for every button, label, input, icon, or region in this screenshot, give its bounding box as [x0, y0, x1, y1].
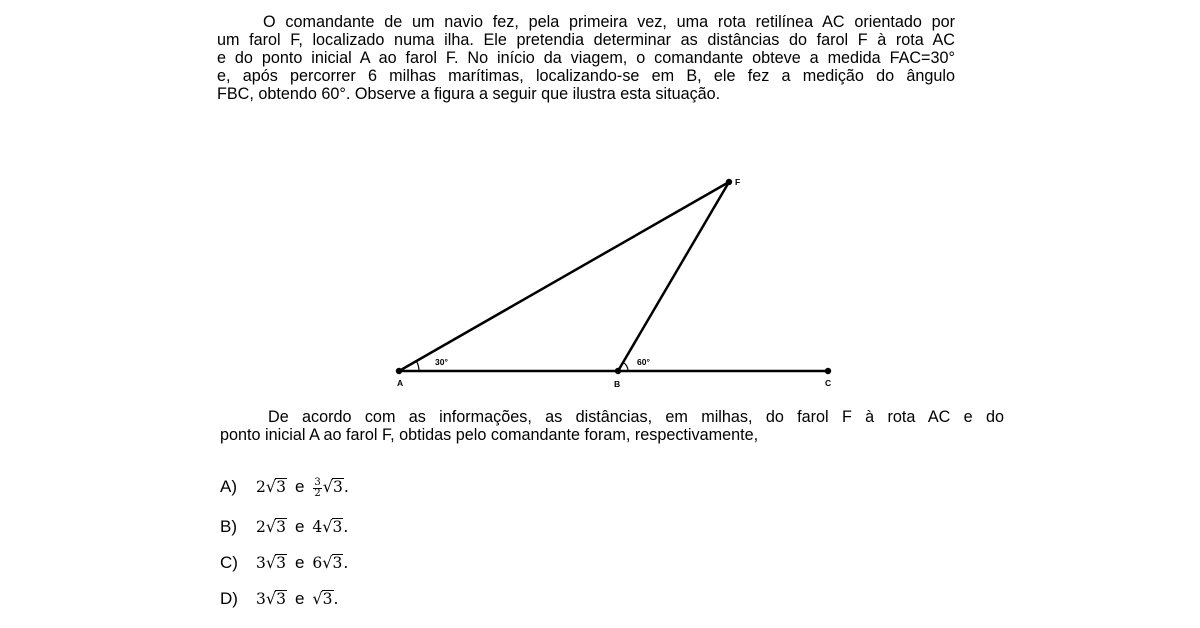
point-a-dot [396, 368, 402, 374]
option-c-value1-radicand: 3 [276, 554, 286, 572]
point-a-label: A [397, 378, 404, 388]
question-paragraph [220, 408, 1004, 444]
point-f-label: F [735, 177, 741, 187]
point-c-dot [825, 368, 831, 374]
sqrt-icon: √3 [265, 553, 286, 572]
option-a[interactable] [220, 474, 349, 500]
angle-b-arc [623, 362, 628, 371]
segment-af [399, 182, 729, 371]
question-line-1: De acordo com as informações, as distâncias, em milhas, do farol F à rota AC e do [268, 408, 1004, 426]
option-d-value1-coef: 3 [256, 590, 266, 608]
option-b-value1-radicand: 3 [276, 518, 286, 536]
option-c-value1-coef: 3 [256, 554, 266, 572]
sqrt-icon: √3 [265, 589, 286, 608]
angle-a-arc [416, 361, 419, 371]
option-d-conjunction: e [294, 589, 305, 608]
point-b-dot [615, 368, 621, 374]
option-c-value2-radicand: 3 [332, 554, 343, 572]
sqrt-icon: √3 [322, 553, 343, 572]
option-b-end: . [343, 518, 349, 536]
option-d-value1-radicand: 3 [276, 590, 286, 608]
option-d-letter: D) [220, 589, 238, 608]
point-b-label: B [614, 379, 621, 389]
option-d[interactable] [220, 586, 338, 612]
intro-line-1: O comandante de um navio fez, pela primeira vez, uma rota retilínea AC orientado por [263, 13, 955, 31]
option-b-value1-coef: 2 [256, 518, 266, 536]
sqrt-icon: √3 [265, 517, 286, 536]
triangle-figure [380, 165, 850, 395]
option-a-value1-coef: 2 [256, 478, 266, 496]
sqrt-icon: √3 [312, 589, 333, 608]
option-b-value2-radicand: 3 [332, 518, 343, 536]
intro-line-4: e, após percorrer 6 milhas marítimas, localizando-se em B, ele fez a medição do ângulo [217, 67, 955, 85]
option-b-conjunction: e [294, 517, 305, 536]
intro-paragraph [217, 13, 955, 103]
option-a-value2-radicand: 3 [333, 478, 343, 496]
angle-b-label: 60° [637, 357, 650, 367]
angle-a-label: 30° [435, 357, 448, 367]
question-line-2: ponto inicial A ao farol F, obtidas pelo comandante foram, respectivamente, [220, 426, 759, 444]
option-a-value1-radicand: 3 [276, 478, 286, 496]
option-b[interactable] [220, 514, 348, 540]
option-c-letter: C) [220, 553, 238, 572]
option-b-letter: B) [220, 517, 237, 536]
intro-line-3: e do ponto inicial A ao farol F. No início da viagem, o comandante obteve a medida FAC=30° [217, 49, 955, 67]
segment-bf [618, 182, 729, 371]
point-f-dot [726, 179, 732, 185]
option-a-fraction [313, 478, 321, 499]
option-c-conjunction: e [294, 553, 305, 572]
sqrt-icon: √3 [322, 477, 343, 496]
option-a-fraction-numerator: 3 [314, 476, 321, 488]
point-c-label: C [825, 378, 832, 388]
option-c-end: . [343, 554, 349, 572]
option-a-conjunction: e [294, 477, 305, 496]
sqrt-icon: √3 [265, 477, 286, 496]
option-a-end: . [343, 478, 349, 496]
sqrt-icon: √3 [322, 517, 343, 536]
option-a-letter: A) [220, 477, 237, 496]
option-a-fraction-denominator: 2 [314, 487, 321, 499]
option-b-value2-coef: 4 [312, 518, 323, 536]
option-c-value2-coef: 6 [312, 554, 323, 572]
intro-line-5: FBC, obtendo 60°. Observe a figura a seguir que ilustra esta situação. [217, 85, 721, 103]
option-c[interactable] [220, 550, 348, 576]
intro-line-2: um farol F, localizado numa ilha. Ele pretendia determinar as distâncias do farol F à rota AC [217, 31, 955, 49]
option-d-end: . [333, 590, 339, 608]
option-d-value2-radicand: 3 [322, 590, 333, 608]
